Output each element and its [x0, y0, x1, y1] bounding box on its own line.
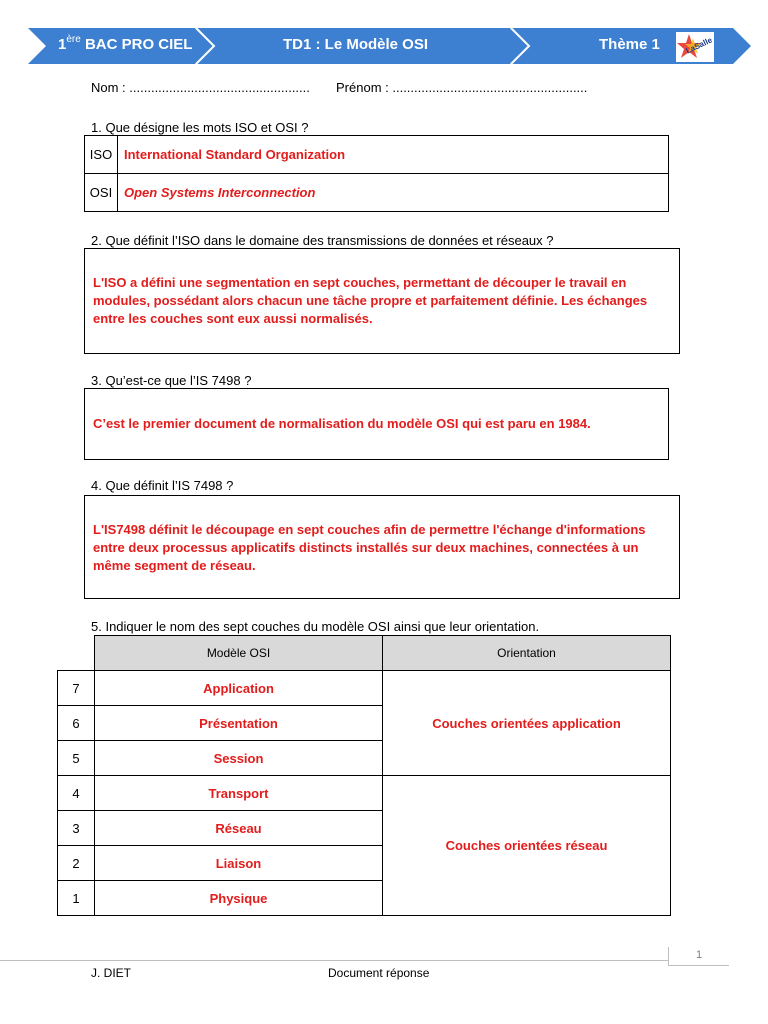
question-2: 2. Que définit l’ISO dans le domaine des transmissions de données et réseaux ? — [91, 233, 554, 248]
document-title: TD1 : Le Modèle OSI — [283, 36, 429, 53]
answer-2 — [93, 274, 671, 328]
class-level-number: 1 — [58, 36, 67, 53]
layer-number: 5 — [58, 741, 95, 776]
name-field[interactable]: Nom : .................................................. — [91, 80, 310, 95]
answer-3: C’est le premier document de normalisation du modèle OSI qui est paru en 1984. — [93, 416, 591, 431]
banner-arrows — [0, 0, 768, 70]
footer-author: J. DIET — [91, 966, 132, 980]
answer-box-3 — [84, 388, 669, 460]
lasalle-logo — [676, 32, 714, 62]
layer-number: 7 — [58, 671, 95, 706]
answer-4 — [93, 521, 671, 575]
layer-name: Réseau — [95, 811, 383, 846]
layer-number: 2 — [58, 846, 95, 881]
answer-line: modules, possédant alors chacun une tâche propre et parfaitement définie. Les échanges — [93, 293, 648, 308]
table-row — [58, 671, 671, 706]
answer-box-2 — [84, 248, 680, 354]
orientation-application: Couches orientées application — [383, 671, 671, 776]
page-number: 1 — [695, 949, 703, 961]
layer-name: Physique — [95, 881, 383, 916]
theme-label: Thème 1 — [599, 36, 660, 53]
class-level — [58, 36, 192, 53]
acronym-key: OSI — [85, 174, 118, 212]
question-4: 4. Que définit l’IS 7498 ? — [91, 478, 234, 493]
layer-number: 6 — [58, 706, 95, 741]
footer-doc-type: Document réponse — [328, 966, 430, 980]
footer-divider — [0, 960, 668, 961]
acronym-table — [84, 135, 669, 212]
acronym-value: Open Systems Interconnection — [118, 174, 669, 212]
question-5: 5. Indiquer le nom des sept couches du modèle OSI ainsi que leur orientation. — [91, 619, 540, 634]
question-3: 3. Qu’est-ce que l’IS 7498 ? — [91, 373, 252, 388]
orientation-network: Couches orientées réseau — [383, 776, 671, 916]
empty-corner — [58, 636, 95, 671]
page-number-box — [668, 947, 729, 966]
column-header-model: Modèle OSI — [95, 636, 383, 671]
answer-line: entre deux processus applicatifs distincts installés sur deux machines, connectées à un — [93, 540, 639, 555]
answer-line: entre les couches sont eux aussi normalisés. — [93, 311, 373, 326]
table-row — [85, 136, 669, 174]
layer-number: 4 — [58, 776, 95, 811]
answer-line: L'IS7498 définit le découpage en sept couches afin de permettre l'échange d'informations — [93, 522, 646, 537]
acronym-value: International Standard Organization — [118, 136, 669, 174]
class-level-sup: ère — [66, 34, 81, 45]
layer-name: Présentation — [95, 706, 383, 741]
logo-text: LaSalle — [684, 35, 714, 56]
osi-table — [57, 635, 671, 916]
table-row — [58, 776, 671, 811]
layer-number: 3 — [58, 811, 95, 846]
acronym-key: ISO — [85, 136, 118, 174]
table-row — [85, 174, 669, 212]
answer-box-4 — [84, 495, 680, 599]
header-banner — [0, 0, 768, 70]
question-1: 1. Que désigne les mots ISO et OSI ? — [91, 120, 309, 135]
layer-name: Application — [95, 671, 383, 706]
layer-name: Liaison — [95, 846, 383, 881]
firstname-field[interactable]: Prénom : ...................................................... — [336, 80, 588, 95]
column-header-orientation: Orientation — [383, 636, 671, 671]
answer-line: même segment de réseau. — [93, 558, 256, 573]
class-level-label: BAC PRO CIEL — [84, 36, 193, 53]
layer-name: Session — [95, 741, 383, 776]
layer-number: 1 — [58, 881, 95, 916]
table-header-row — [58, 636, 671, 671]
layer-name: Transport — [95, 776, 383, 811]
answer-line: L'ISO a défini une segmentation en sept couches, permettant de découper le travail en — [93, 275, 627, 290]
